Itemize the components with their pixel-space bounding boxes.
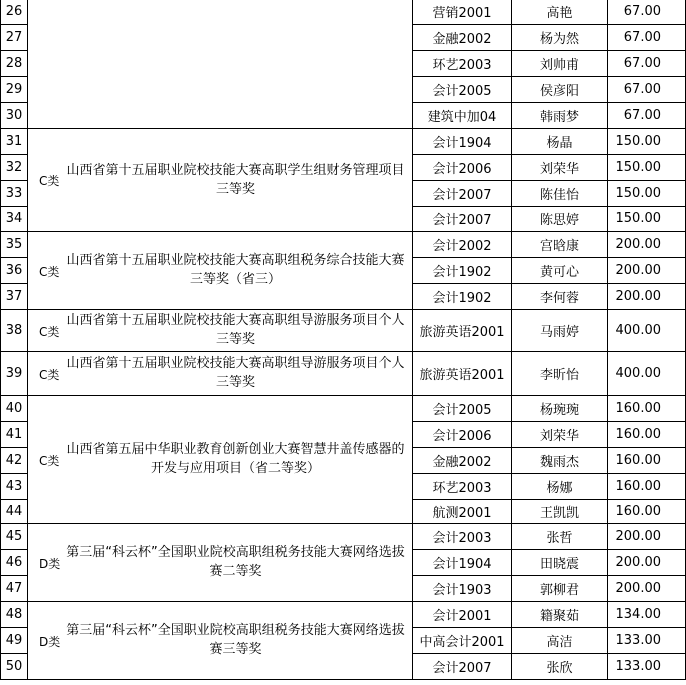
cell-score[interactable]: 67.00 [608, 50, 686, 77]
cell-class[interactable]: 营销2001 [413, 0, 512, 25]
cell-class[interactable]: 会计1902 [413, 257, 512, 284]
cell-score[interactable]: 200.00 [608, 231, 686, 258]
cell-class[interactable]: 会计1902 [413, 283, 512, 310]
cell-score[interactable]: 200.00 [608, 549, 686, 576]
category-label: C类 [39, 453, 60, 468]
cell-class[interactable]: 会计1903 [413, 575, 512, 602]
cell-class[interactable]: 旅游英语2001 [413, 309, 512, 352]
cell-name[interactable]: 郭柳君 [512, 575, 608, 602]
cell-name[interactable]: 高艳 [512, 0, 608, 25]
row-number[interactable]: 35 [0, 231, 28, 258]
row-number[interactable]: 43 [0, 473, 28, 500]
cell-score[interactable]: 200.00 [608, 257, 686, 284]
cell-score[interactable]: 200.00 [608, 575, 686, 602]
cell-project[interactable]: 山西省第十五届职业院校技能大赛高职组导游服务项目个人三等奖 [59, 351, 413, 396]
cell-name[interactable]: 李昕怡 [512, 351, 608, 396]
cell-name[interactable]: 侯彦阳 [512, 76, 608, 103]
cell-score[interactable]: 160.00 [608, 473, 686, 500]
cell-class[interactable]: 航测2001 [413, 499, 512, 524]
cell-score[interactable]: 160.00 [608, 421, 686, 448]
cell-score[interactable]: 134.00 [608, 601, 686, 628]
category-label: C类 [39, 264, 60, 279]
cell-score[interactable]: 67.00 [608, 24, 686, 51]
cell-project[interactable]: 山西省第十五届职业院校技能大赛高职组税务综合技能大赛三等奖（省三） [59, 231, 413, 310]
cell-project[interactable]: 山西省第十五届职业院校技能大赛高职组导游服务项目个人三等奖 [59, 309, 413, 352]
row-number[interactable]: 31 [0, 128, 28, 155]
cell-score[interactable]: 150.00 [608, 154, 686, 181]
cell-name[interactable]: 杨晶 [512, 128, 608, 155]
cell-class[interactable]: 会计2007 [413, 206, 512, 232]
category-label: C类 [39, 174, 60, 188]
category-label: C类 [39, 367, 60, 382]
row-number[interactable]: 36 [0, 257, 28, 284]
cell-name[interactable]: 杨琬琬 [512, 395, 608, 422]
row-number[interactable]: 44 [0, 499, 28, 524]
row-number[interactable]: 32 [0, 154, 28, 181]
cell-project[interactable]: 山西省第五届中华职业教育创新创业大赛智慧井盖传感器的开发与应用项目（省二等奖） [59, 395, 413, 524]
cell-name[interactable]: 张哲 [512, 523, 608, 550]
cell-class[interactable]: 会计2006 [413, 154, 512, 181]
cell-project[interactable]: 第三届“科云杯”全国职业院校高职组税务技能大赛网络选拔赛三等奖 [59, 601, 413, 680]
cell-name[interactable]: 陈佳怡 [512, 180, 608, 207]
cell-name[interactable]: 王凯凯 [512, 499, 608, 524]
cell-score[interactable]: 67.00 [608, 76, 686, 103]
cell-name[interactable]: 杨为然 [512, 24, 608, 51]
cell-class[interactable]: 金融2002 [413, 24, 512, 51]
cell-score[interactable]: 160.00 [608, 499, 686, 524]
cell-name[interactable]: 韩雨梦 [512, 102, 608, 129]
cell-score[interactable]: 160.00 [608, 395, 686, 422]
row-number[interactable]: 49 [0, 627, 28, 654]
cell-name[interactable]: 刘荣华 [512, 154, 608, 181]
cell-score[interactable]: 150.00 [608, 206, 686, 232]
cell-score[interactable]: 200.00 [608, 283, 686, 310]
cell-class[interactable]: 建筑中加04 [413, 102, 512, 129]
row-number[interactable]: 34 [0, 206, 28, 232]
cell-class[interactable]: 环艺2003 [413, 50, 512, 77]
cell-score[interactable]: 200.00 [608, 523, 686, 550]
cell-name[interactable]: 魏雨杰 [512, 447, 608, 474]
cell-name[interactable]: 马雨婷 [512, 309, 608, 352]
cell-class[interactable]: 中高会计2001 [413, 627, 512, 654]
cell-score[interactable]: 133.00 [608, 653, 686, 680]
cell-name[interactable]: 陈思婷 [512, 206, 608, 232]
cell-class[interactable]: 会计2007 [413, 653, 512, 680]
cell-project[interactable]: 第三届“科云杯”全国职业院校高职组税务技能大赛网络选拔赛二等奖 [59, 523, 413, 602]
cell-class[interactable]: 旅游英语2001 [413, 351, 512, 396]
cell-class[interactable]: 会计2005 [413, 76, 512, 103]
cell-class[interactable]: 会计2002 [413, 231, 512, 258]
row-number[interactable]: 46 [0, 549, 28, 576]
cell-project[interactable] [59, 0, 413, 129]
cell-score[interactable]: 133.00 [608, 627, 686, 654]
row-number[interactable]: 48 [0, 601, 28, 628]
cell-score[interactable]: 150.00 [608, 180, 686, 207]
cell-name[interactable]: 杨娜 [512, 473, 608, 500]
cell-name[interactable]: 籍聚茹 [512, 601, 608, 628]
row-number[interactable]: 45 [0, 523, 28, 550]
category-column-cell [28, 0, 60, 129]
cell-project[interactable]: 山西省第十五届职业院校技能大赛高职学生组财务管理项目三等奖 [59, 128, 413, 232]
cell-name[interactable]: 张欣 [512, 653, 608, 680]
category-label: D类 [39, 556, 61, 571]
cell-name[interactable]: 刘帅甫 [512, 50, 608, 77]
row-number[interactable]: 29 [0, 76, 28, 103]
cell-name[interactable]: 宫晗康 [512, 231, 608, 258]
cell-name[interactable]: 刘荣华 [512, 421, 608, 448]
category-label: D类 [39, 634, 61, 649]
row-number[interactable]: 39 [0, 351, 28, 396]
cell-class[interactable]: 会计1904 [413, 549, 512, 576]
cell-score[interactable]: 150.00 [608, 128, 686, 155]
cell-name[interactable]: 高洁 [512, 627, 608, 654]
cell-class[interactable]: 会计2003 [413, 523, 512, 550]
cell-class[interactable]: 会计2001 [413, 601, 512, 628]
row-number[interactable]: 28 [0, 50, 28, 77]
row-number[interactable]: 41 [0, 421, 28, 448]
cell-class[interactable]: 会计2005 [413, 395, 512, 422]
row-number[interactable]: 38 [0, 309, 28, 352]
row-number[interactable]: 42 [0, 447, 28, 474]
row-number[interactable]: 37 [0, 283, 28, 310]
cell-name[interactable]: 李何蓉 [512, 283, 608, 310]
cell-class[interactable]: 会计2007 [413, 180, 512, 207]
cell-class[interactable]: 会计2006 [413, 421, 512, 448]
cell-name[interactable]: 黄可心 [512, 257, 608, 284]
cell-class[interactable]: 金融2002 [413, 447, 512, 474]
row-number[interactable]: 33 [0, 180, 28, 207]
cell-score[interactable]: 400.00 [608, 309, 686, 352]
cell-score[interactable]: 67.00 [608, 102, 686, 129]
row-number[interactable]: 30 [0, 102, 28, 129]
category-label: C类 [39, 324, 60, 339]
cell-name[interactable]: 田晓震 [512, 549, 608, 576]
cell-class[interactable]: 会计1904 [413, 128, 512, 155]
cell-score[interactable]: 400.00 [608, 351, 686, 396]
row-number[interactable]: 26 [0, 0, 28, 25]
row-number[interactable]: 27 [0, 24, 28, 51]
row-number[interactable]: 50 [0, 653, 28, 680]
row-number[interactable]: 47 [0, 575, 28, 602]
cell-class[interactable]: 环艺2003 [413, 473, 512, 500]
row-number[interactable]: 40 [0, 395, 28, 422]
cell-score[interactable]: 160.00 [608, 447, 686, 474]
cell-score[interactable]: 67.00 [608, 0, 686, 25]
